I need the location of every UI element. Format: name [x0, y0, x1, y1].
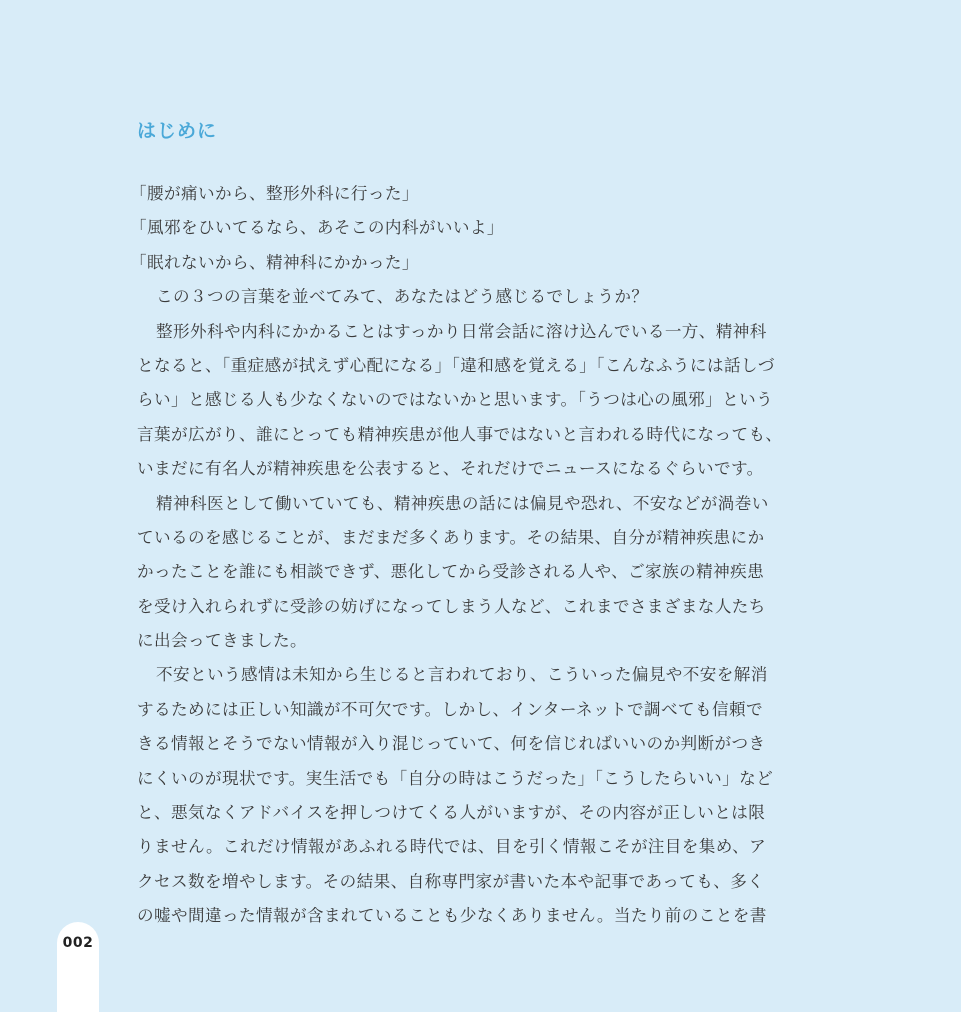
- text-line: 整形外科や内科にかかることはすっかり日常会話に溶け込んでいる一方、精神科: [156, 321, 767, 341]
- body-text: [130, 177, 837, 934]
- text-line: かったことを誰にも相談できず、悪化してから受診される人や、ご家族の精神疾患: [137, 562, 765, 582]
- text-line: 「眠れないから、精神科にかかった」: [130, 252, 419, 272]
- text-line: となると、「重症感が拭えず心配になる」「違和感を覚える」「こんなふうには話しづ: [137, 355, 775, 375]
- text-line: するためには正しい知識が不可欠です。しかし、インターネットで調べても信頼で: [137, 699, 763, 719]
- text-line: らい」と感じる人も少なくないのではないかと思います。「うつは心の風邪」という: [137, 390, 774, 410]
- text-line: いまだに有名人が精神疾患を公表すると、それだけでニュースになるぐらいです。: [137, 459, 764, 479]
- text-line: クセス数を増やします。その結果、自称専門家が書いた本や記事であっても、多く: [137, 871, 765, 891]
- text-line: と、悪気なくアドバイスを押しつけてくる人がいますが、その内容が正しいとは限: [137, 803, 766, 823]
- text-line: を受け入れられずに受診の妨げになってしまう人など、これまでさまざまな人たち: [137, 596, 766, 616]
- text-line: この３つの言葉を並べてみて、あなたはどう感じるでしょうか？: [156, 287, 649, 307]
- text-line: の嘘や間違った情報が含まれていることも少なくありません。当たり前のことを書: [137, 906, 767, 926]
- text-line: 「風邪をひいてるなら、あそこの内科がいいよ」: [130, 218, 504, 238]
- text-line: ているのを感じることが、まだまだ多くあります。その結果、自分が精神疾患にか: [137, 527, 765, 547]
- text-line: 不安という感情は未知から生じると言われており、こういった偏見や不安を解消: [156, 665, 768, 685]
- page-number: 002: [62, 935, 94, 951]
- text-line: 精神科医として働いていても、精神疾患の話には偏見や恐れ、不安などが渦巻い: [156, 493, 769, 513]
- text-line: にくいのが現状です。実生活でも「自分の時はこうだった」「こうしたらいい」など: [137, 768, 774, 788]
- text-line: 言葉が広がり、誰にとっても精神疾患が他人事ではないと言われる時代になっても、: [137, 424, 783, 444]
- text-line: りません。これだけ情報があふれる時代では、目を引く情報こそが注目を集め、ア: [137, 837, 767, 857]
- chapter-heading: はじめに: [137, 120, 218, 142]
- text-line: に出会ってきました。: [137, 631, 307, 651]
- text-line: きる情報とそうでない情報が入り混じっていて、何を信じればいいのか判断がつき: [137, 734, 766, 754]
- page-number-tab: [57, 922, 99, 1012]
- text-line: 「腰が痛いから、整形外科に行った」: [130, 184, 419, 203]
